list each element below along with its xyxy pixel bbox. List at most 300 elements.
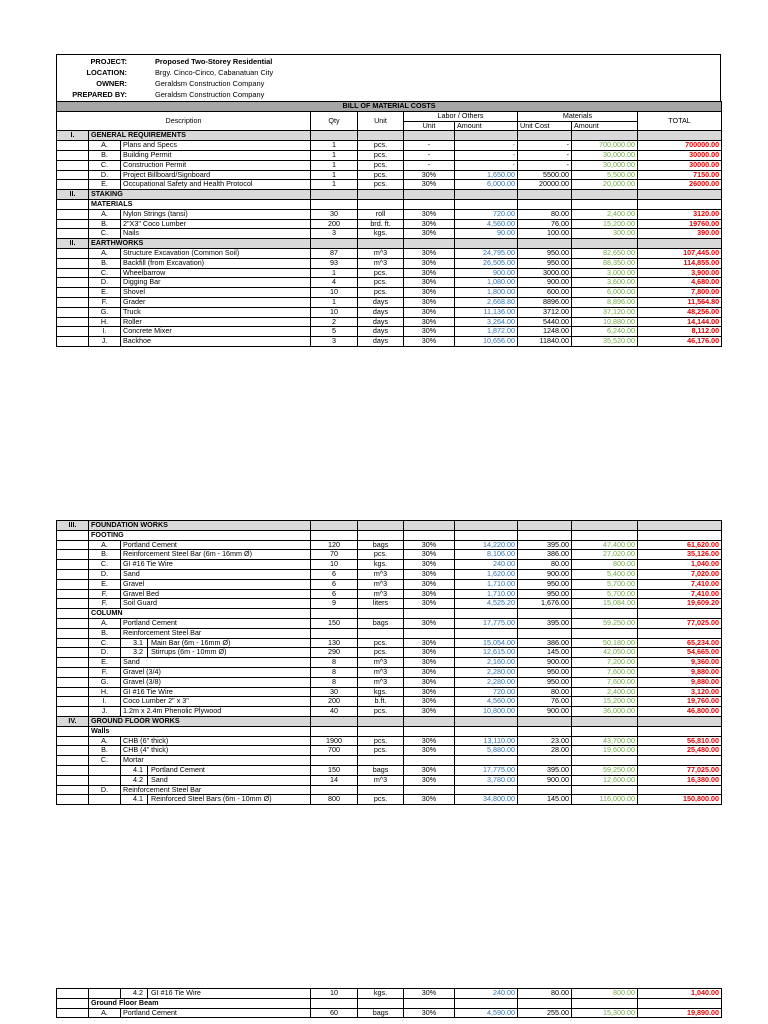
item-description <box>121 785 311 795</box>
item-unit: kgs. <box>358 687 404 697</box>
section-title: STAKING <box>89 190 311 200</box>
empty-cell <box>358 716 404 726</box>
location-value: Brgy. Cinco-Cinco, Cabanatuan City <box>155 68 274 77</box>
row-total: 107,445.00 <box>638 248 722 258</box>
labor-unit <box>404 628 455 638</box>
labor-amount: 4,525.20 <box>455 599 518 609</box>
empty-cell <box>57 589 89 599</box>
item-qty: 10 <box>311 288 358 298</box>
item-description-text: Soil Guard <box>123 598 157 608</box>
material-unit-cost <box>518 628 572 638</box>
material-unit-cost: 3000.00 <box>518 268 572 278</box>
labor-unit: 30% <box>404 599 455 609</box>
item-letter: D. <box>89 785 121 795</box>
material-amount: 36,000.00 <box>572 707 638 717</box>
labor-unit <box>404 756 455 766</box>
material-unit-cost: 900.00 <box>518 569 572 579</box>
item-subnumber: 4.2 <box>121 989 148 998</box>
subsection-title: COLUMN <box>89 609 311 619</box>
item-unit: pcs. <box>358 638 404 648</box>
item-qty: 10 <box>311 560 358 570</box>
empty-cell <box>57 785 89 795</box>
material-amount: 5,700.00 <box>572 579 638 589</box>
owner-label: OWNER: <box>96 79 127 88</box>
subsection-title: Ground Floor Beam <box>89 998 311 1008</box>
material-amount: 8,896.00 <box>572 297 638 307</box>
item-subnumber: 3.2 <box>121 648 148 657</box>
item-letter <box>89 795 121 805</box>
item-letter: D. <box>89 648 121 658</box>
item-unit: kgs. <box>358 229 404 239</box>
empty-cell <box>638 199 722 209</box>
empty-cell <box>57 746 89 756</box>
item-description <box>121 775 311 785</box>
material-amount: 7,200.00 <box>572 658 638 668</box>
table-row <box>57 150 722 160</box>
item-unit: pcs. <box>358 170 404 180</box>
item-letter <box>89 765 121 775</box>
item-description-text: Gravel Bed <box>123 589 159 598</box>
row-total: 11,564.80 <box>638 297 722 307</box>
item-letter: F. <box>89 589 121 599</box>
labor-unit: - <box>404 141 455 151</box>
row-total: 30000.00 <box>638 150 722 160</box>
material-amount <box>572 628 638 638</box>
row-total: 56,810.00 <box>638 736 722 746</box>
table-row <box>57 209 722 219</box>
material-unit-cost: - <box>518 141 572 151</box>
empty-cell <box>404 609 455 619</box>
empty-cell <box>311 190 358 200</box>
labor-unit: 30% <box>404 618 455 628</box>
item-description <box>121 1008 311 1018</box>
table-row <box>57 560 722 570</box>
row-total: 54,665.00 <box>638 648 722 658</box>
header-labor-amount: Amount <box>455 121 518 131</box>
empty-cell <box>57 278 89 288</box>
item-qty: 1 <box>311 141 358 151</box>
material-unit-cost: 23.00 <box>518 736 572 746</box>
bill-table-page-3 <box>56 988 722 1018</box>
row-total: 65,234.00 <box>638 638 722 648</box>
empty-cell <box>518 609 572 619</box>
empty-cell <box>57 268 89 278</box>
table-row <box>57 989 722 999</box>
row-total: 35,126.00 <box>638 550 722 560</box>
labor-amount <box>455 785 518 795</box>
table-row <box>57 540 722 550</box>
empty-cell <box>57 667 89 677</box>
item-unit <box>358 628 404 638</box>
item-letter: B. <box>89 219 121 229</box>
empty-cell <box>638 131 722 141</box>
empty-cell <box>57 579 89 589</box>
labor-unit: 30% <box>404 209 455 219</box>
row-total: 25,480.00 <box>638 746 722 756</box>
item-qty: 8 <box>311 658 358 668</box>
item-description-text: Shovel <box>123 287 145 297</box>
empty-cell <box>404 726 455 736</box>
material-unit-cost: 1248.00 <box>518 327 572 337</box>
empty-cell <box>57 219 89 229</box>
empty-cell <box>455 609 518 619</box>
item-letter: B. <box>89 628 121 638</box>
header-unit: Unit <box>358 111 404 131</box>
table-row <box>57 658 722 668</box>
table-row <box>57 795 722 805</box>
empty-cell <box>455 530 518 540</box>
material-unit-cost: 386.00 <box>518 638 572 648</box>
item-description <box>121 579 311 589</box>
labor-unit: 30% <box>404 327 455 337</box>
header-materials: Materials <box>518 111 638 121</box>
item-qty <box>311 628 358 638</box>
item-unit: kgs. <box>358 560 404 570</box>
item-qty: 10 <box>311 307 358 317</box>
item-unit: m^3 <box>358 589 404 599</box>
item-description-text: Occupational Safety and Health Protocol <box>123 179 253 189</box>
material-amount: 800.00 <box>572 560 638 570</box>
labor-unit: 30% <box>404 297 455 307</box>
empty-cell <box>57 658 89 668</box>
material-unit-cost: 900.00 <box>518 775 572 785</box>
empty-cell <box>404 239 455 249</box>
material-unit-cost: 950.00 <box>518 589 572 599</box>
item-unit: bags <box>358 765 404 775</box>
item-description <box>121 160 311 170</box>
material-unit-cost: 3712.00 <box>518 307 572 317</box>
item-unit: m^3 <box>358 658 404 668</box>
labor-unit: 30% <box>404 550 455 560</box>
empty-cell <box>455 239 518 249</box>
labor-amount: 720.00 <box>455 687 518 697</box>
section-title: FOUNDATION WORKS <box>89 521 311 531</box>
item-description <box>121 219 311 229</box>
item-qty: 14 <box>311 775 358 785</box>
table-row <box>57 628 722 638</box>
material-amount: 5,700.00 <box>572 589 638 599</box>
material-unit-cost: - <box>518 150 572 160</box>
item-qty: 150 <box>311 618 358 628</box>
empty-cell <box>404 190 455 200</box>
item-qty: 2 <box>311 317 358 327</box>
labor-unit: 30% <box>404 229 455 239</box>
item-letter: I. <box>89 697 121 707</box>
empty-cell <box>572 199 638 209</box>
item-letter <box>89 989 121 999</box>
section-row <box>57 190 722 200</box>
item-description <box>121 658 311 668</box>
item-description <box>121 697 311 707</box>
header-mat-amount: Amount <box>572 121 638 131</box>
empty-cell <box>57 550 89 560</box>
empty-cell <box>358 726 404 736</box>
material-amount: 7,600.00 <box>572 667 638 677</box>
item-unit: kgs. <box>358 989 404 999</box>
material-unit-cost: 395.00 <box>518 540 572 550</box>
material-amount: 15,300.00 <box>572 1008 638 1018</box>
labor-unit: 30% <box>404 307 455 317</box>
empty-cell <box>57 199 89 209</box>
material-unit-cost: 76.00 <box>518 697 572 707</box>
item-letter: C. <box>89 229 121 239</box>
project-value: Proposed Two-Storey Residential <box>155 57 273 66</box>
empty-cell <box>638 530 722 540</box>
item-unit: m^3 <box>358 677 404 687</box>
labor-unit: 30% <box>404 638 455 648</box>
item-description <box>121 687 311 697</box>
empty-cell <box>57 229 89 239</box>
empty-cell <box>57 160 89 170</box>
item-description-text: Structure Excavation (Common Soil) <box>123 248 240 257</box>
item-subnumber: 4.1 <box>121 766 148 775</box>
section-number: II. <box>57 239 89 249</box>
item-unit: days <box>358 327 404 337</box>
labor-amount: 8,106.00 <box>455 550 518 560</box>
item-description-text: Reinforced Steel Bars (6m - 10mm Ø) <box>151 794 272 804</box>
row-total: 8,112.00 <box>638 327 722 337</box>
empty-cell <box>57 560 89 570</box>
subsection-title: Walls <box>89 726 311 736</box>
empty-cell <box>572 726 638 736</box>
labor-amount: 2,160.00 <box>455 658 518 668</box>
material-amount: 5,400.00 <box>572 569 638 579</box>
row-total: 61,620.00 <box>638 540 722 550</box>
material-amount: 15,200.00 <box>572 219 638 229</box>
item-description-text: Truck <box>123 307 141 316</box>
row-total: 46,800.00 <box>638 707 722 717</box>
item-description <box>121 150 311 160</box>
item-qty: 5 <box>311 327 358 337</box>
item-description-text: Coco Lumber 2" x 3" <box>123 696 189 706</box>
row-total: 150,800.00 <box>638 795 722 805</box>
material-amount: 20,000.00 <box>572 180 638 190</box>
item-description <box>121 677 311 687</box>
empty-cell <box>57 628 89 638</box>
labor-amount: 1,710.00 <box>455 579 518 589</box>
item-unit: m^3 <box>358 248 404 258</box>
item-unit: pcs. <box>358 288 404 298</box>
item-unit: roll <box>358 209 404 219</box>
header-mat-unit-cost: Unit Cost <box>518 121 572 131</box>
empty-cell <box>57 795 89 805</box>
table-row <box>57 307 722 317</box>
item-letter: A. <box>89 248 121 258</box>
labor-unit: 30% <box>404 775 455 785</box>
item-qty: 60 <box>311 1008 358 1018</box>
section-title: GENERAL REQUIREMENTS <box>89 131 311 141</box>
item-unit: days <box>358 307 404 317</box>
item-qty: 87 <box>311 248 358 258</box>
item-description <box>121 540 311 550</box>
item-description-text: Concrete Mixer <box>123 326 172 336</box>
item-description <box>121 248 311 258</box>
row-total: 9,880.00 <box>638 667 722 677</box>
table-row <box>57 229 722 239</box>
empty-cell <box>57 989 89 999</box>
labor-unit: 30% <box>404 687 455 697</box>
material-amount: 47,400.00 <box>572 540 638 550</box>
item-description <box>121 141 311 151</box>
item-qty: 70 <box>311 550 358 560</box>
item-subnumber: 3.1 <box>121 639 148 648</box>
item-subnumber: 4.2 <box>121 776 148 785</box>
item-description-text: Nylon Strings (tansi) <box>123 209 188 218</box>
item-letter: F. <box>89 297 121 307</box>
labor-amount <box>455 628 518 638</box>
item-description-text: Construction Permit <box>123 160 187 169</box>
row-total: 19760.00 <box>638 219 722 229</box>
empty-cell <box>57 540 89 550</box>
header-labor-unit: Unit <box>404 121 455 131</box>
table-row <box>57 746 722 756</box>
table-row <box>57 180 722 190</box>
labor-unit: 30% <box>404 765 455 775</box>
empty-cell <box>311 521 358 531</box>
empty-cell <box>572 609 638 619</box>
row-total: 9,360.00 <box>638 658 722 668</box>
item-unit: bags <box>358 540 404 550</box>
empty-cell <box>57 297 89 307</box>
material-unit-cost: 950.00 <box>518 248 572 258</box>
labor-amount: 4,590.00 <box>455 1008 518 1018</box>
empty-cell <box>57 756 89 766</box>
material-unit-cost: 900.00 <box>518 658 572 668</box>
table-row <box>57 278 722 288</box>
item-letter: B. <box>89 258 121 268</box>
item-qty: 6 <box>311 569 358 579</box>
material-unit-cost <box>518 756 572 766</box>
item-description <box>121 795 311 805</box>
header-total: TOTAL <box>638 111 722 131</box>
item-letter: F. <box>89 667 121 677</box>
item-qty: 800 <box>311 795 358 805</box>
labor-amount: 2,280.00 <box>455 667 518 677</box>
item-description <box>121 288 311 298</box>
material-unit-cost: 100.00 <box>518 229 572 239</box>
item-unit <box>358 756 404 766</box>
item-letter: A. <box>89 141 121 151</box>
empty-cell <box>57 150 89 160</box>
item-description <box>121 258 311 268</box>
item-description-text: Gravel (3/8) <box>123 677 161 686</box>
empty-cell <box>455 521 518 531</box>
item-letter: F. <box>89 599 121 609</box>
labor-unit: 30% <box>404 278 455 288</box>
item-letter: I. <box>89 327 121 337</box>
item-letter: D. <box>89 278 121 288</box>
labor-amount: 10,656.00 <box>455 337 518 347</box>
row-total: 114,855.00 <box>638 258 722 268</box>
labor-amount: 12,615.00 <box>455 648 518 658</box>
item-description <box>121 746 311 756</box>
item-description <box>121 765 311 775</box>
row-total <box>638 756 722 766</box>
header-labor: Labor / Others <box>404 111 518 121</box>
item-description <box>121 317 311 327</box>
empty-cell <box>311 609 358 619</box>
empty-cell <box>57 530 89 540</box>
material-amount: 42,050.00 <box>572 648 638 658</box>
item-description-text: Reinforcement Steel Bar <box>123 628 202 637</box>
material-amount: 59,250.00 <box>572 765 638 775</box>
labor-amount: 3,780.00 <box>455 775 518 785</box>
labor-unit: 30% <box>404 540 455 550</box>
item-unit: days <box>358 317 404 327</box>
material-amount: 6,240.00 <box>572 327 638 337</box>
item-description <box>121 628 311 638</box>
material-amount: 15,084.00 <box>572 599 638 609</box>
item-description <box>121 278 311 288</box>
table-row <box>57 638 722 648</box>
material-unit-cost: 145.00 <box>518 648 572 658</box>
item-description-text: Mortar <box>123 755 144 765</box>
item-qty: 6 <box>311 579 358 589</box>
empty-cell <box>518 998 572 1008</box>
row-total: 7150.00 <box>638 170 722 180</box>
item-description <box>121 707 311 717</box>
item-description-text: 2"X3" Coco Lumber <box>123 219 187 228</box>
labor-unit: 30% <box>404 317 455 327</box>
item-description-text: GI #16 Tie Wire <box>151 988 201 997</box>
material-amount: 3,600.00 <box>572 278 638 288</box>
table-row <box>57 569 722 579</box>
labor-unit: 30% <box>404 667 455 677</box>
sheet-page-1 <box>56 54 721 347</box>
material-unit-cost: 950.00 <box>518 677 572 687</box>
table-row <box>57 707 722 717</box>
item-letter: C. <box>89 638 121 648</box>
item-qty: 40 <box>311 707 358 717</box>
item-qty: 150 <box>311 765 358 775</box>
item-description <box>121 648 311 658</box>
item-letter: D. <box>89 170 121 180</box>
material-amount: 116,000.00 <box>572 795 638 805</box>
labor-unit: 30% <box>404 795 455 805</box>
section-row <box>57 521 722 531</box>
sheet-page-2 <box>56 520 721 805</box>
table-row <box>57 297 722 307</box>
empty-cell <box>572 190 638 200</box>
labor-unit: 30% <box>404 170 455 180</box>
item-description <box>121 989 311 999</box>
labor-amount: 1,800.00 <box>455 288 518 298</box>
empty-cell <box>518 239 572 249</box>
labor-amount: 240.00 <box>455 989 518 999</box>
item-description-text: Roller <box>123 317 142 326</box>
material-unit-cost: 80.00 <box>518 989 572 999</box>
table-row <box>57 599 722 609</box>
empty-cell <box>311 726 358 736</box>
row-total: 3,120.00 <box>638 687 722 697</box>
item-description <box>121 618 311 628</box>
labor-amount: 13,110.00 <box>455 736 518 746</box>
item-description-text: Nails <box>123 228 139 238</box>
material-amount: 15,200.00 <box>572 697 638 707</box>
subsection-row <box>57 726 722 736</box>
labor-unit: - <box>404 160 455 170</box>
bill-table-page-2 <box>56 520 722 805</box>
section-row <box>57 239 722 249</box>
table-row <box>57 141 722 151</box>
item-unit: liters <box>358 599 404 609</box>
row-total: 19,760.00 <box>638 697 722 707</box>
item-description-text: GI #16 Tie Wire <box>123 687 173 696</box>
item-unit: m^3 <box>358 569 404 579</box>
material-unit-cost: 900.00 <box>518 707 572 717</box>
material-unit-cost: 80.00 <box>518 560 572 570</box>
empty-cell <box>455 131 518 141</box>
